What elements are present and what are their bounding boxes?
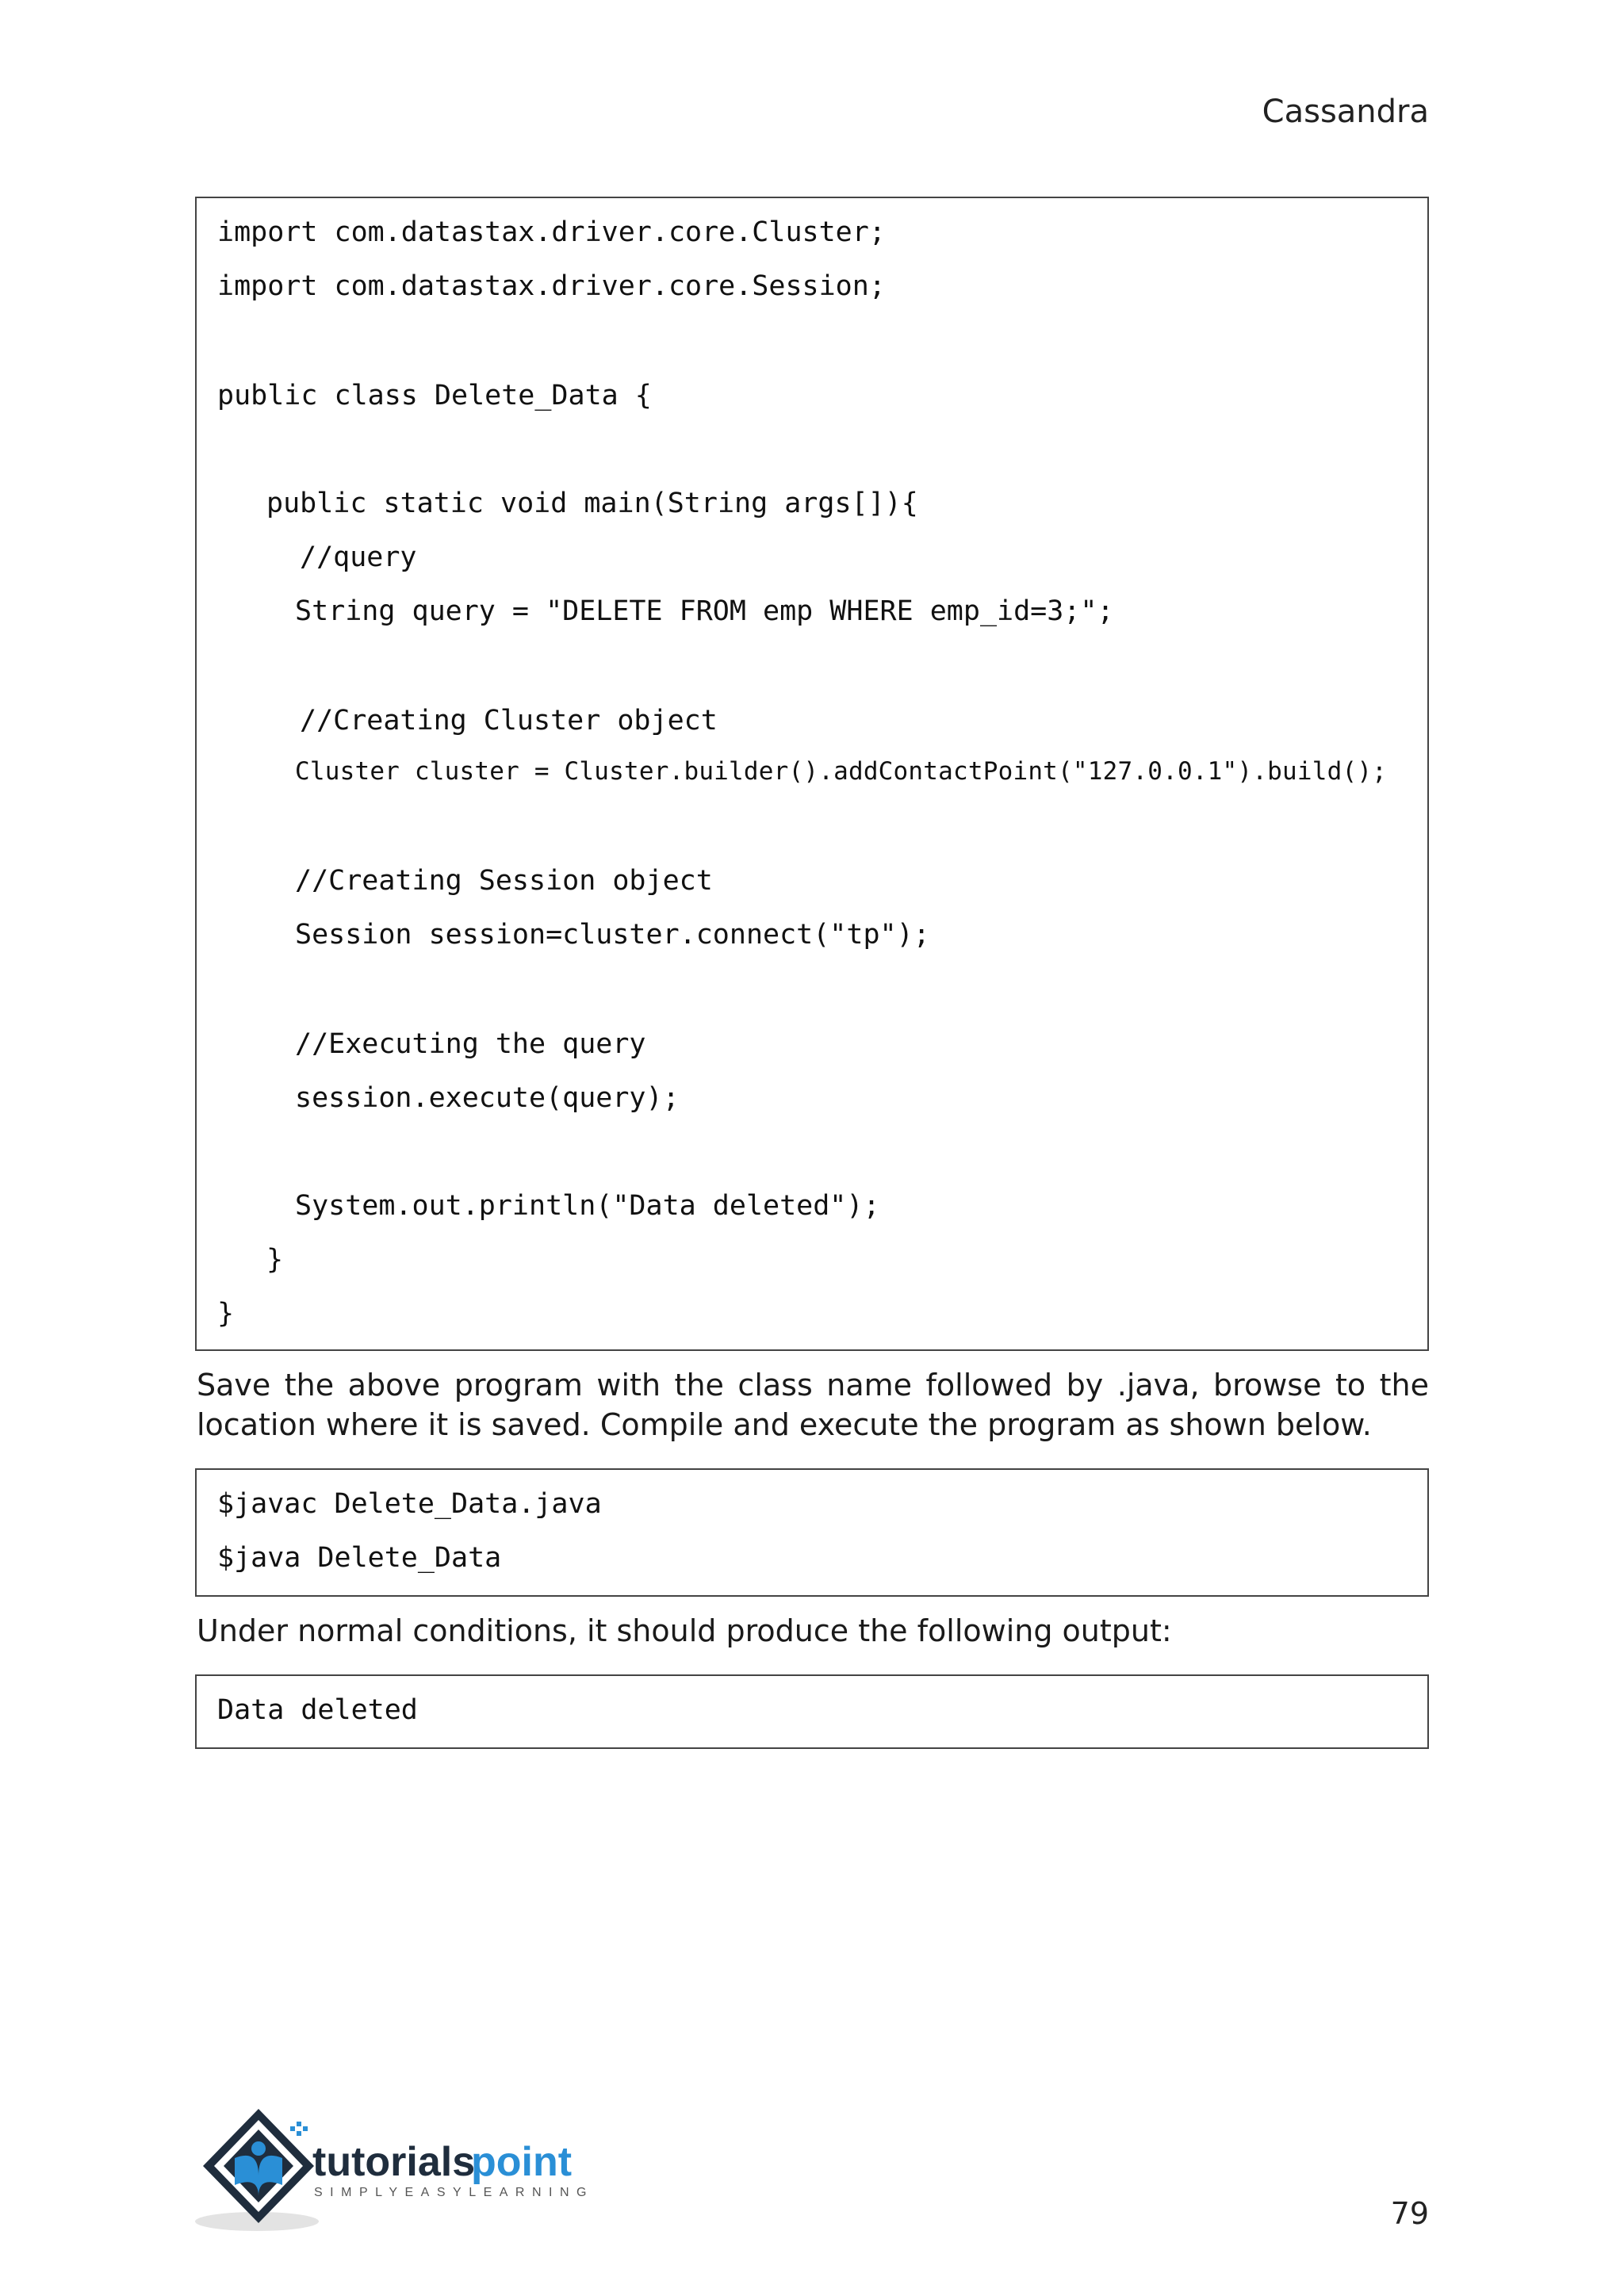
code-line: $java Delete_Data xyxy=(217,1542,502,1574)
code-line: } xyxy=(217,1298,235,1330)
code-line: //Creating Session object xyxy=(295,865,713,897)
body-paragraph: Save the above program with the class name followed by .java, browse to the location where it is saved. Compile and execute the program as shown below. xyxy=(197,1368,1429,1442)
code-line: public static void main(String args[]){ xyxy=(266,488,918,519)
body-paragraph: Under normal conditions, it should produce the following output: xyxy=(197,1613,1172,1648)
logo-tagline: SIMPLYEASYLEARNING xyxy=(314,2186,594,2199)
code-line: String query = "DELETE FROM emp WHERE emp_id=3;"; xyxy=(295,595,1114,627)
logo-wordmark-point: point xyxy=(471,2139,573,2185)
code-line: session.execute(query); xyxy=(295,1082,680,1114)
logo-wordmark-tutorials: tutorials xyxy=(312,2139,476,2185)
code-line: import com.datastax.driver.core.Cluster; xyxy=(217,216,886,248)
code-block-output xyxy=(195,1674,1429,1749)
code-block-compile-commands xyxy=(195,1468,1429,1597)
code-line: $javac Delete_Data.java xyxy=(217,1488,602,1520)
code-line: Cluster cluster = Cluster.builder().addContactPoint("127.0.0.1").build(); xyxy=(295,757,1388,786)
code-line: //Executing the query xyxy=(295,1028,646,1060)
tutorialspoint-logo xyxy=(195,2103,623,2237)
code-block-java-program xyxy=(195,197,1429,1351)
code-line: //Creating Cluster object xyxy=(300,705,718,737)
code-line: public class Delete_Data { xyxy=(217,380,652,411)
tutorialspoint-logo-graphic xyxy=(195,2103,623,2237)
page-number: 79 xyxy=(1390,2196,1429,2231)
code-line: //query xyxy=(300,541,417,573)
code-line: Session session=cluster.connect("tp"); xyxy=(295,919,930,951)
code-line: } xyxy=(266,1244,284,1276)
running-header-title: Cassandra xyxy=(1262,94,1429,130)
code-line: import com.datastax.driver.core.Session; xyxy=(217,270,886,302)
code-line: Data deleted xyxy=(217,1694,418,1726)
code-line: System.out.println("Data deleted"); xyxy=(295,1190,880,1222)
